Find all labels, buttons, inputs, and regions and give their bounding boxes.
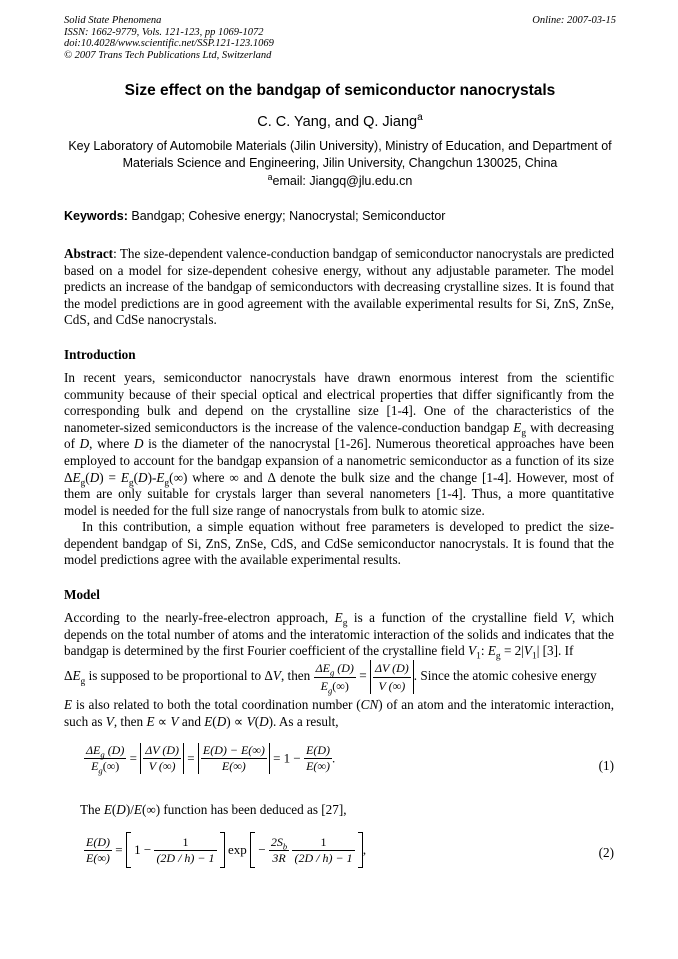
intro-paragraph-2: In this contribution, a simple equation without free parameters is developed to predict the size-dependent bandgap of Si, ZnS, ZnSe, CdS, and CdSe semiconductor nanocrystals. It is found that the model predictions agree with the available experimental results. <box>64 519 614 568</box>
journal-name: Solid State Phenomena <box>64 15 162 26</box>
equation-2-number: (2) <box>598 845 614 860</box>
keywords-label: Keywords: <box>64 209 128 223</box>
keywords <box>64 209 624 223</box>
copyright-line: © 2007 Trans Tech Publications Ltd, Switzerland <box>64 49 272 61</box>
email-sup: a <box>267 171 273 182</box>
equation-2: $\frac{E(D)}{E(\infty)}$ = 1 − $\frac{1}{(2D / h) - 1}$ exp − $\frac{2S_b}{3R}$ $\frac{1}{(2D / h) - 1}$ , <box>84 832 366 868</box>
eq2-intro: The E(D)/E(∞) function has been deduced as [27], <box>80 802 347 817</box>
introduction-heading: Introduction <box>64 347 136 362</box>
author-names: C. C. Yang, and Q. Jiang <box>257 114 418 130</box>
abstract <box>64 246 614 329</box>
model-paragraph-3: E is also related to both the total coordination number (CN) of an atom and the interatomic interaction, such as V, then E ∝ V and E(D) ∝ V(D). As a result, <box>64 697 614 729</box>
email-address: email: Jiangq@jlu.edu.cn <box>272 174 413 188</box>
left-bracket-exp <box>250 832 255 868</box>
paper-title: Size effect on the bandgap of semiconductor nanocrystals <box>124 82 556 99</box>
abstract-text: : The size-dependent valence-conduction bandgap of semiconductor nanocrystals are predicted based on a model for size-dependent cohesive energy, without any adjustable parameter. The model predicts an increase of the bandgap of semiconductors with decreasing crystalline sizes. It is found that the model predictions are in good agreement with the available experimental results for Si, ZnS, ZnSe, CdS, and CdSe nanocrystals. <box>64 246 614 328</box>
email-line <box>64 171 616 188</box>
authors <box>64 114 616 130</box>
doi-line: doi:10.4028/www.scientific.net/SSP.121-123.1069 <box>64 38 274 49</box>
model-heading: Model <box>64 587 100 602</box>
model-paragraph-1: According to the nearly-free-electron approach, $E_g$ is a function of the crystalline field V, which depends on the total number of atoms and the interatomic interaction of the solids and indicates that the bandgap is determined by the first Fourier coefficient of the crystalline field $V_1$: $E_g = 2|V_1|$ [3]. If <box>64 610 615 662</box>
affiliation: Key Laboratory of Automobile Materials (Jilin University), Ministry of Education, and Department of Materials Science and Engineering, Jilin University, Changchun 130025, China <box>68 139 612 170</box>
keywords-text: Bandgap; Cohesive energy; Nanocrystal; Semiconductor <box>127 209 446 223</box>
author-sup: a <box>417 112 423 124</box>
model-paragraph-2: $\Delta E_g$ is supposed to be proportional to ΔV, then $\frac{\Delta E_g (D)}{E_g(\infty)}$ = $\frac{\Delta V (D)}{V (\infty)}$ . Since the atomic cohesive energy <box>64 661 597 695</box>
online-date: Online: 2007-03-15 <box>532 15 616 26</box>
intro-paragraph-1: In recent years, semiconductor nanocrystals have drawn enormous interest from the scientific community because of their special optical and electrical properties that differ significantly from the corresponding bulk and depend on the crystalline size [1-4]. One of the characteristics of the nanometer-sized semiconductors is the increase of the valence-conduction bandgap $E_g$ with decreasing of D, where D is the diameter of the nanocrystal [1-26]. Numerous theoretical approaches have been employed to account for the bandgap expansion of a nanometric semiconductor as a function of its size $\Delta E_g(D) = E_g(D)-E_g(\infty)$ where ∞ and Δ denote the bulk size and the change [1-4]. However, most of them are only suitable for crystals larger than several nanometers [1-4]. Thus, a more quantitative model is needed for the full size range of nanocrystals from bulk to atomic size. <box>64 370 614 518</box>
right-bracket <box>220 832 225 868</box>
equation-1: $\frac{\Delta E_g (D)}{E_g(\infty)}$ = $\frac{\Delta V (D)}{V (\infty)}$ = $\frac{E(D) - E(\infty)}{E(\infty)}$ = 1 − $\frac{E(D)}{E(\infty)}$ . <box>86 743 336 776</box>
issn-line: ISSN: 1662-9779, Vols. 121-123, pp 1069-1072 <box>64 26 264 38</box>
inline-fraction-v: $\frac{\Delta V (D)}{V (\infty)}$ <box>370 660 414 694</box>
abstract-label: Abstract <box>64 246 114 261</box>
inline-fraction-eg: $\frac{\Delta E_g (D)}{E_g(\infty)}$ <box>315 661 354 695</box>
left-bracket <box>126 832 131 868</box>
journal-header <box>64 15 616 61</box>
equation-1-number: (1) <box>598 758 614 773</box>
